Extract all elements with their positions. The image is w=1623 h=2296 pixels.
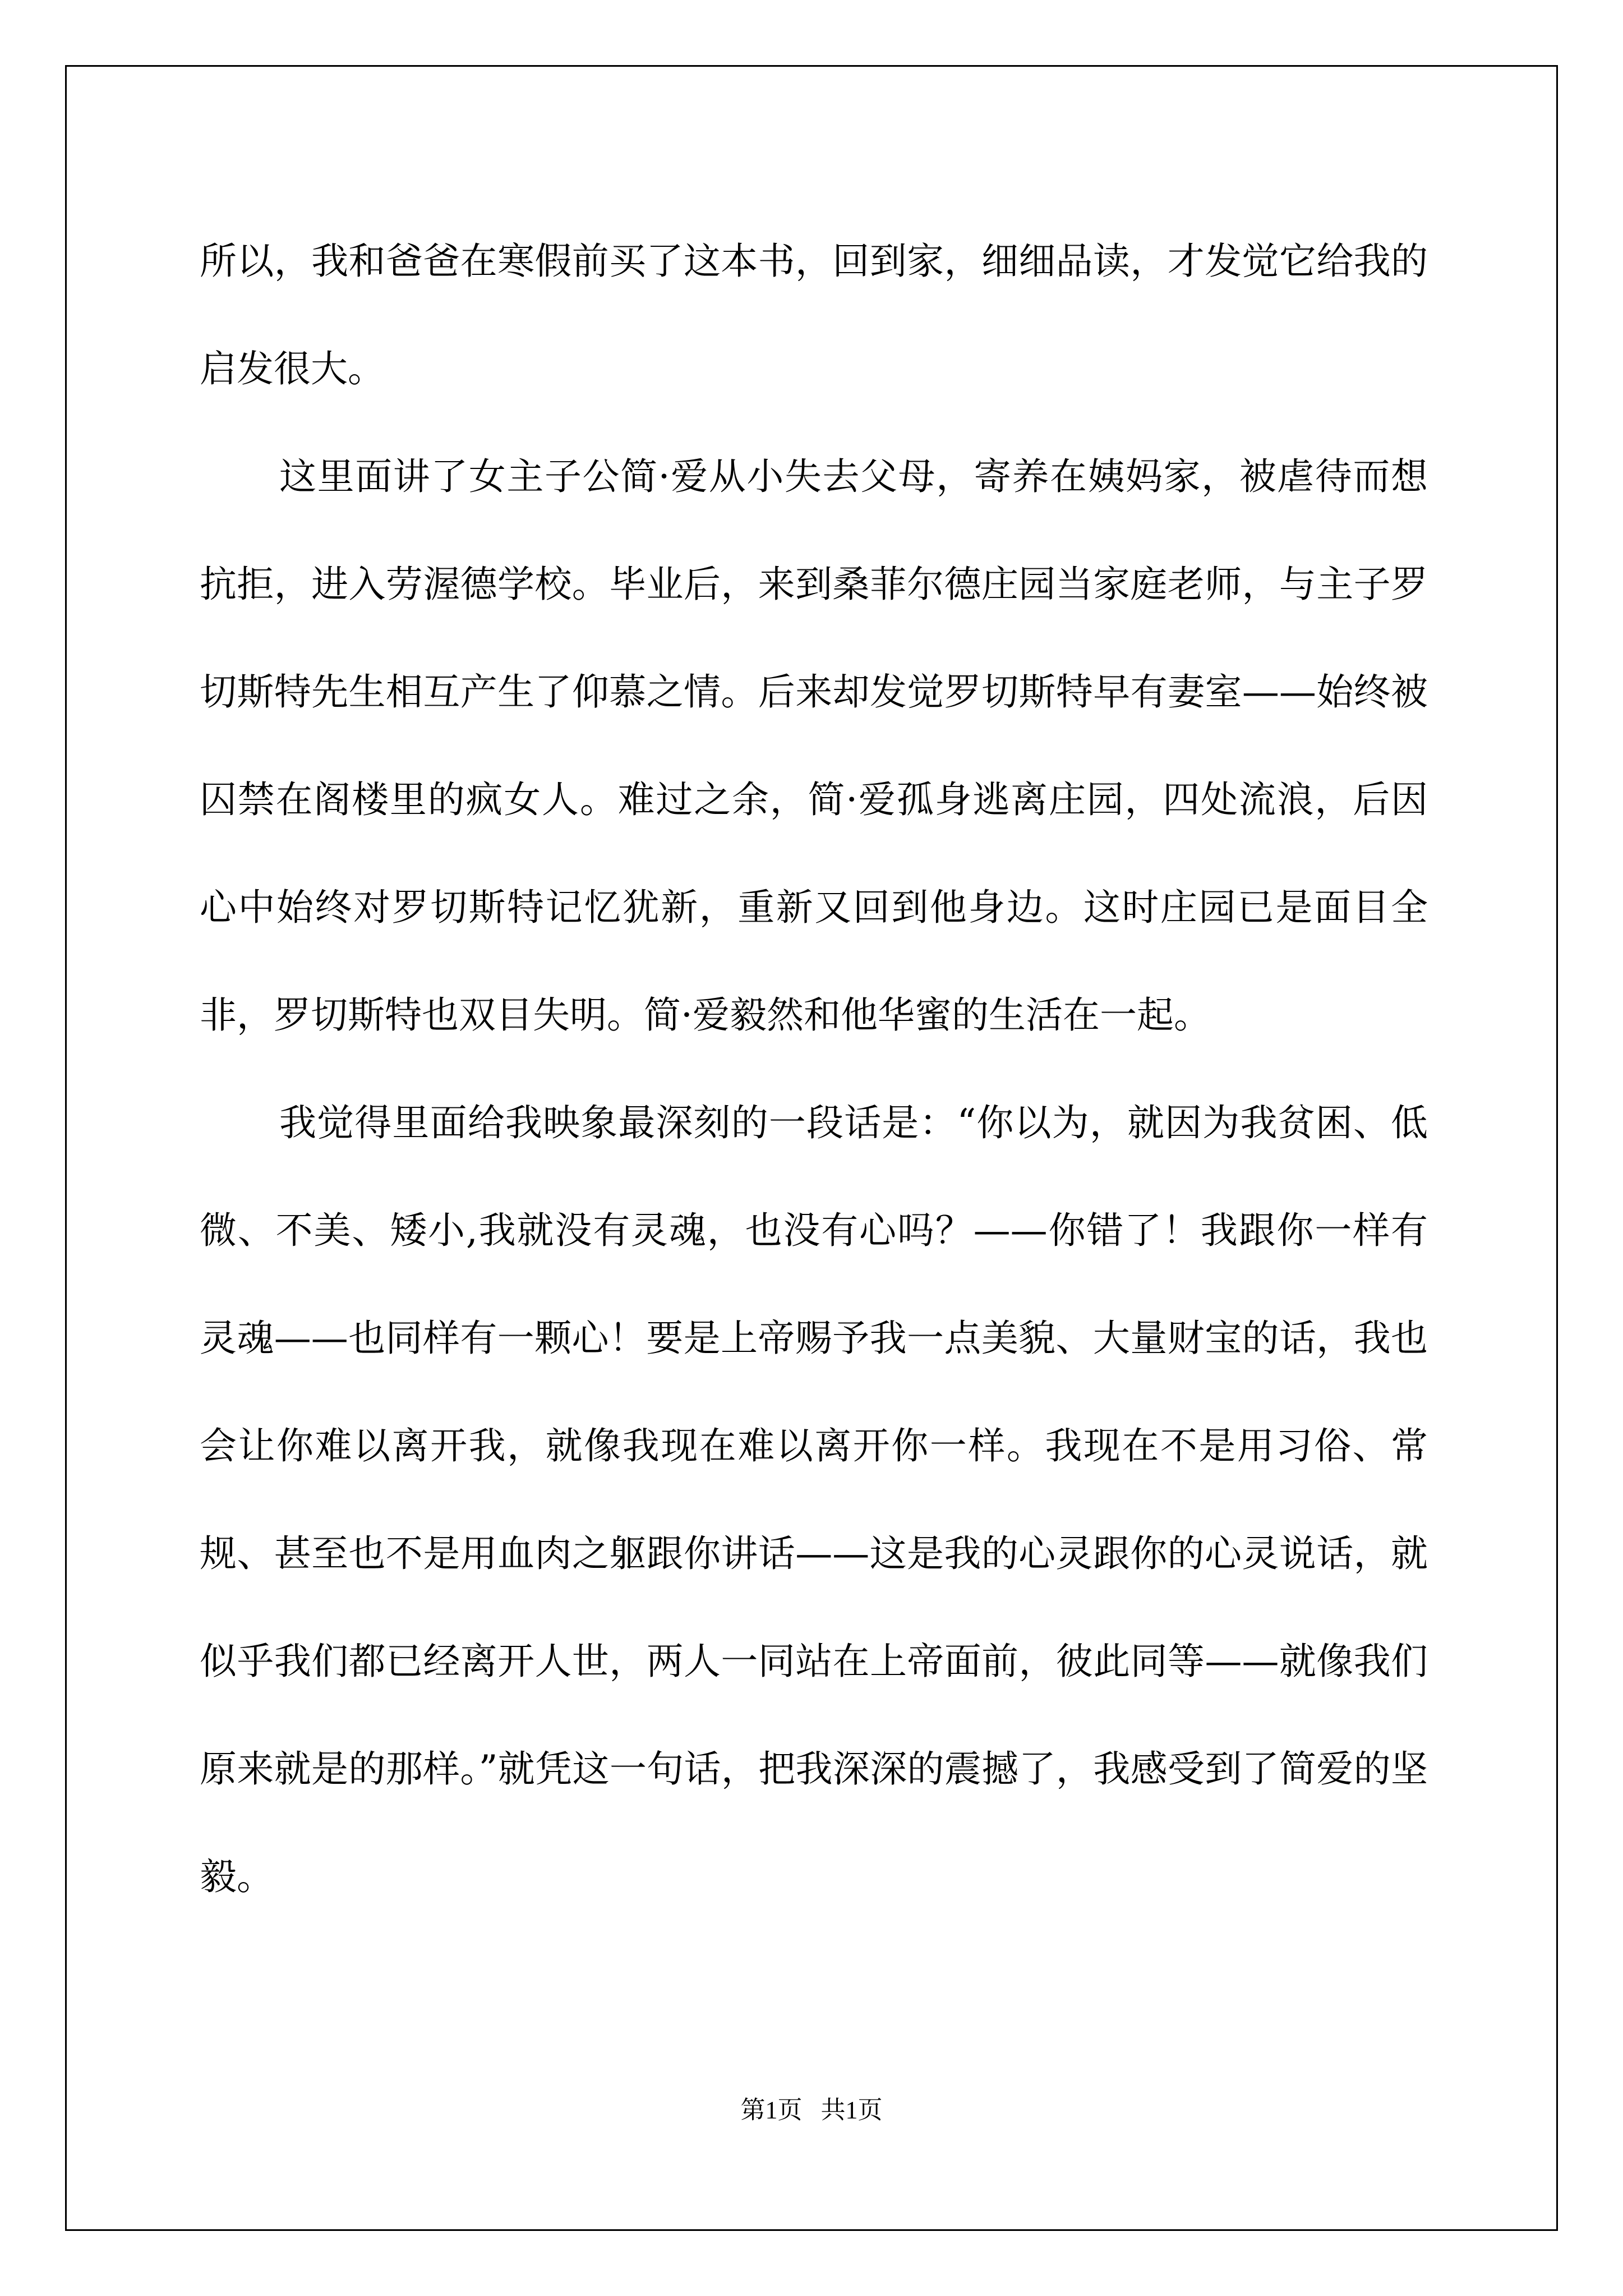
document-body xyxy=(200,208,1428,1931)
paragraph-1: 所以，我和爸爸在寒假前买了这本书，回到家，细细品读，才发觉它给我的启发很大。 xyxy=(200,240,1428,390)
paragraph-3: 我觉得里面给我映象最深刻的一段话是：“你以为，就因为我贫困、低微、不美、矮小,我就没有灵魂，也没有心吗？——你错了！我跟你一样有灵魂——也同样有一颗心！要是上帝赐予我一点美貌、大量财宝的话，我也会让你难以离开我，就像我现在难以离开你一样。我现在不是用习俗、常规、甚至也不是用血肉之躯跟你讲话——这是我的心灵跟你的心灵说话，就似乎我们都已经离开人世，两人一同站在上帝面前，彼此同等——就像我们原来就是的那样。”就凭这一句话，把我深深的震撼了，我感受到了简爱的坚毅。 xyxy=(200,1101,1428,1898)
page-number-footer: 第1页 共1页 xyxy=(740,2096,883,2124)
paragraph-2: 这里面讲了女主子公简·爱从小失去父母，寄养在姨妈家，被虐待而想抗拒，进入劳渥德学校。毕业后，来到桑菲尔德庄园当家庭老师，与主子罗切斯特先生相互产生了仰慕之情。后来却发觉罗切斯特早有妻室——始终被囚禁在阁楼里的疯女人。难过之余，简·爱孤身逃离庄园，四处流浪，后因心中始终对罗切斯特记忆犹新，重新又回到他身边。这时庄园已是面目全非，罗切斯特也双目失明。简·爱毅然和他华蜜的生活在一起。 xyxy=(200,455,1428,1037)
